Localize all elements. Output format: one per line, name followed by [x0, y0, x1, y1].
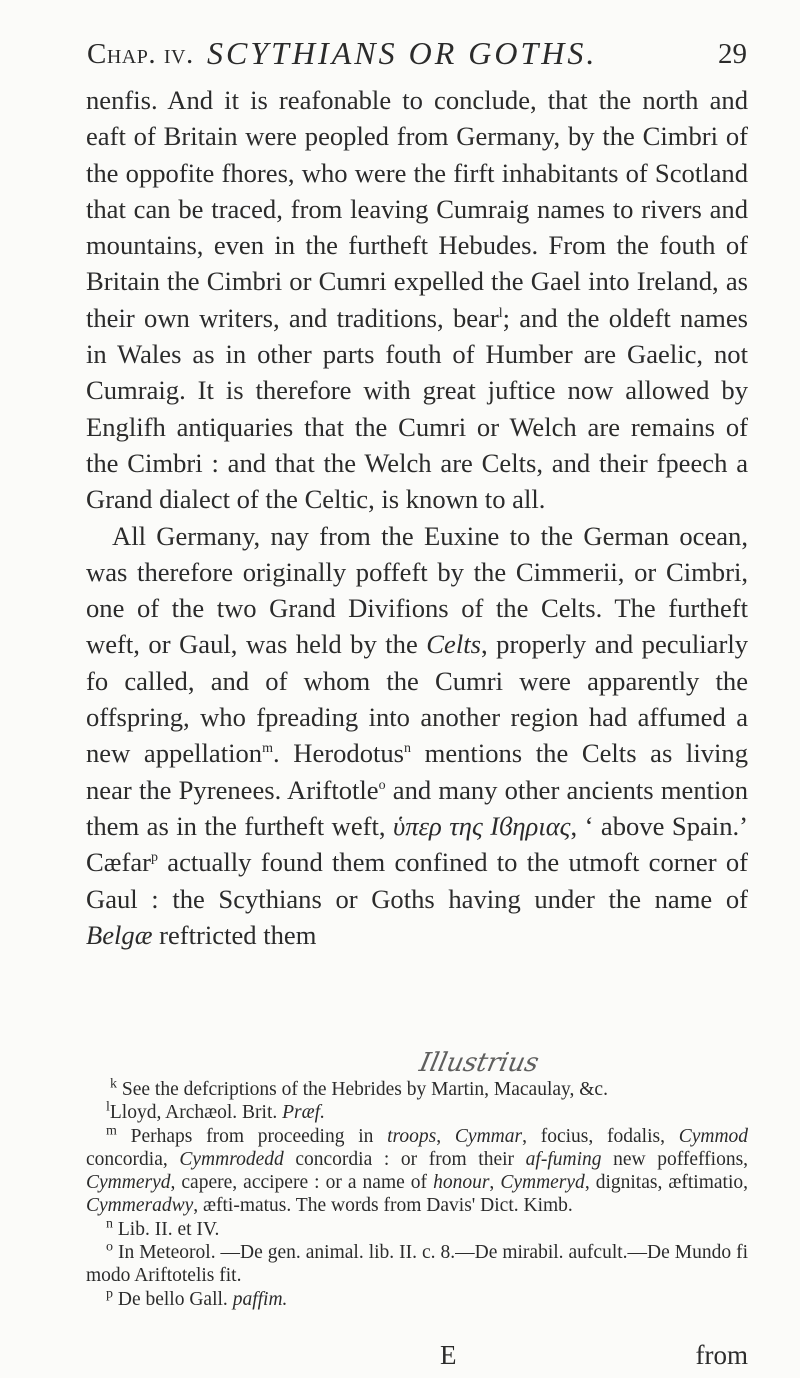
greek-phrase: ὑπερ της Ιϐηριας	[393, 810, 571, 841]
footnote-o: $^o$ In Meteorol. —De gen. animal. lib. II. c. 8.—De mirabil. aufcult.—De Mundo fi modo Ariftotelis fit.	[86, 1239, 748, 1287]
page-number: 29	[718, 38, 747, 70]
footnotes	[86, 1078, 748, 1311]
footnote-ref-m: m	[262, 741, 273, 757]
paragraph-1: nenfis. And it is reafonable to conclude, that the north and eaft of Britain were peopled from Germany, by the Cimbri of the oppofite fhores, who were the firft inhabitants of Scotland that can be traced, from leaving Cumraig names to rivers and mountains, even in the furtheft Hebudes. From the fouth of Britain the Cimbri or Cumri expelled the Gael into Ireland, as their own writers, and traditions, bear$^l$; and the oldeft names in Wales as in other parts fouth of Humber are Gaelic, not Cumraig. It is therefore with great juftice now allowed by Englifh antiquaries that the Cumri or Welch are remains of the Cimbri : and that the Welch are Celts, and their fpeech a Grand dialect of the Celtic, is known to all.	[86, 85, 748, 515]
footnote-ref-n: n	[404, 741, 412, 757]
running-head	[87, 20, 747, 80]
footnote-n: $^n$ Lib. II. et IV.	[106, 1216, 220, 1240]
footnote-ref-o: o	[378, 777, 386, 793]
footnote-l: $^l$Lloyd, Archæol. Brit. Præf.	[106, 1099, 325, 1124]
handwritten-annotation: Illustrius	[416, 1048, 542, 1078]
footnote-ref-p: p	[151, 850, 158, 866]
signature-mark: E	[440, 1340, 457, 1370]
paragraph-2: All Germany, nay from the Euxine to the German ocean, was therefore originally poffeft by the Cimmerii, or Cimbri, one of the two Grand Divifions of the Celts. The furtheft weft, or Gaul, was held by the Celts, properly and peculiarly fo called, and of whom the Cumri were apparently the offspring, who fpreading into another region had affumed a new appellation$^m$. Herodotus$^n$ mentions the Celts as living near the Pyrenees. Ariftotle$^o$ and many other ancients mention them as in the furtheft weft, ὑπερ της Ιϐηριας, ‘ above Spain.’ Cæfar$^p$ actually found them confined to the utmoft corner of Gaul : the Scythians or Goths having under the name of Belgæ reftricted them	[86, 520, 748, 950]
footnote-m: $^m$ Perhaps from proceeding in troops, Cymmar, focius, fodalis, Cymmod concordia, Cymmrodedd concordia : or from their af-fuming new poffeffions, Cymmeryd, capere, accipere : or a name of honour, Cymmeryd, dignitas, æftimatio, Cymmeradwy, æfti-matus. The words from Davis' Dict. Kimb.	[86, 1123, 749, 1217]
catchword: from	[695, 1340, 748, 1370]
footnote-p: $^p$ De bello Gall. paffim.	[106, 1286, 288, 1310]
footnote-k: $^k$ See the defcriptions of the Hebrides by Martin, Macaulay, &c.	[110, 1076, 608, 1100]
running-title: SCYTHIANS OR GOTHS.	[207, 35, 598, 71]
main-text	[86, 82, 748, 953]
chapter-label: Chap. iv.	[87, 38, 194, 70]
footnote-ref-l: l	[498, 305, 503, 321]
